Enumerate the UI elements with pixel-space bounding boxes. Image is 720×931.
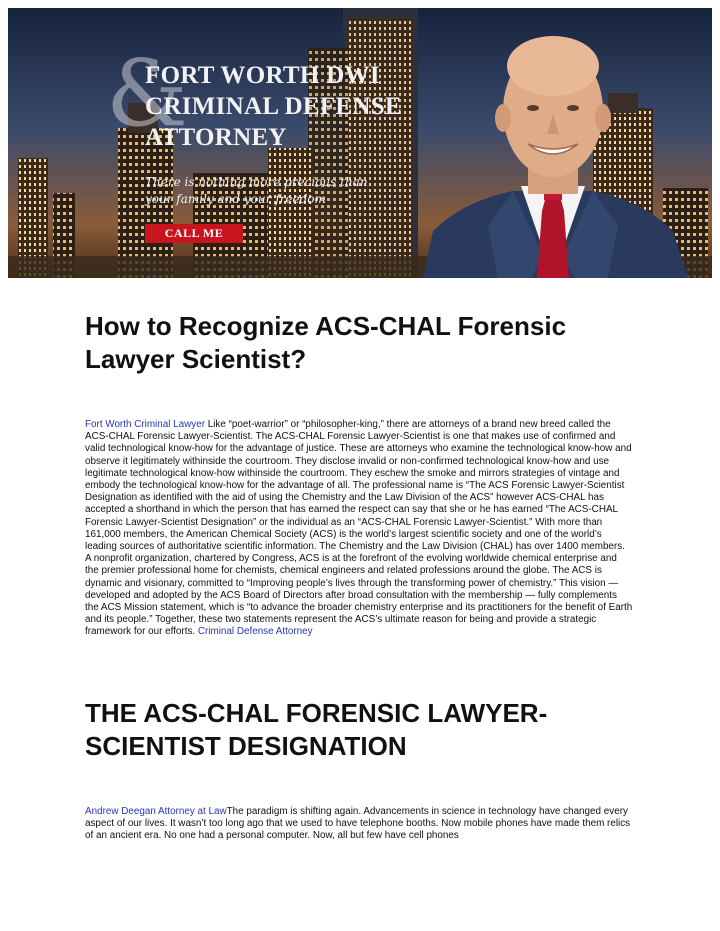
section-body: [85, 806, 633, 843]
banner-title-line: CRIMINAL DEFENSE: [145, 93, 402, 120]
banner-title: [145, 60, 445, 153]
banner-title-line: ATTORNEY: [145, 124, 287, 151]
banner-title-line: FORT WORTH DWI: [145, 62, 380, 89]
section-heading: [85, 697, 645, 763]
andrew-deegan-attorney-link[interactable]: Andrew Deegan Attorney at Law: [85, 806, 227, 817]
ampersand-mark: &: [106, 40, 188, 147]
fort-worth-criminal-lawyer-link[interactable]: Fort Worth Criminal Lawyer: [85, 419, 205, 430]
heading-line: Lawyer Scientist?: [85, 344, 307, 374]
tagline-line: your family and your freedom: [145, 192, 326, 206]
article-heading: [85, 310, 645, 376]
hero-banner: [8, 8, 712, 278]
heading-line: THE ACS-CHAL FORENSIC LAWYER-: [85, 698, 548, 728]
section-body-text: The paradigm is shifting again. Advancements in science in technology have changed every aspect of our lives. It wasn’t too long ago that we used to have telephone booths. Now mobile phones have made them relics of an ancient era. No one had a personal computer. Now, all but few have cell phones: [85, 806, 631, 842]
heading-line: How to Recognize ACS-CHAL Forensic: [85, 311, 567, 341]
attorney-portrait: [403, 26, 703, 278]
heading-line: SCIENTIST DESIGNATION: [85, 731, 407, 761]
call-me-button[interactable]: CALL ME: [145, 224, 243, 243]
banner-tagline: [145, 174, 375, 208]
criminal-defense-attorney-link[interactable]: Criminal Defense Attorney: [197, 626, 313, 638]
article-body: [85, 419, 633, 639]
tagline-line: There is nothing more precious than: [145, 175, 368, 189]
article-body-text: Like “poet-warrior” or “philosopher-king,” there are attorneys of a brand new breed called the ACS-CHAL Forensic Lawyer-Scientist. The ACS-CHAL Forensic Lawyer-Scientist is one that makes use of confirmed and valid technological know-how for the advantage of justice. These are attorneys who examine the technological know-how and observe it legitimately withinside the courtroom. They disclose invalid or non-confirmed technological know-how and use legitimate technological know-how withinside the courtroom. They eschew the smoke and mirrors strategies of vintage and embody the technological know-how for the advantage of all. The professional name is “The ACS Forensic Lawyer-Scientist Designation as identified with the aid of using the Chemistry and the Law Division of the ACS” however ACS-CHAL has accepted a shorthand in which the person that has earned the respect can say that she or he has earned “The ACS-CHAL Forensic Lawyer-Scientist Designation” or the individual as an “ACS-CHAL Forensic Lawyer-Scientist.” With more than 161,000 members, the American Chemical Society (ACS) is the world’s largest scientific society and one of the world’s leading sources of authoritative scientific information. The Chemistry and the Law Division (CHAL) has over 1400 members. A nonprofit organization, chartered by Congress, ACS is at the forefront of the evolving worldwide chemical enterprise and the premier professional home for chemists, chemical engineers and related professions around the globe. The ACS is dynamic and visionary, committed to “Improving people’s lives through the transforming power of chemistry.” This vision — developed and adopted by the ACS Board of Directors after broad consultation with the membership — fully complements the ACS Mission statement, which is “to advance the broader chemistry enterprise and its practitioners for the benefit of Earth and its people.” Together, these two statements represent the ACS’s ultimate reason for being and provide a strategic framework for our efforts.: [85, 419, 633, 638]
